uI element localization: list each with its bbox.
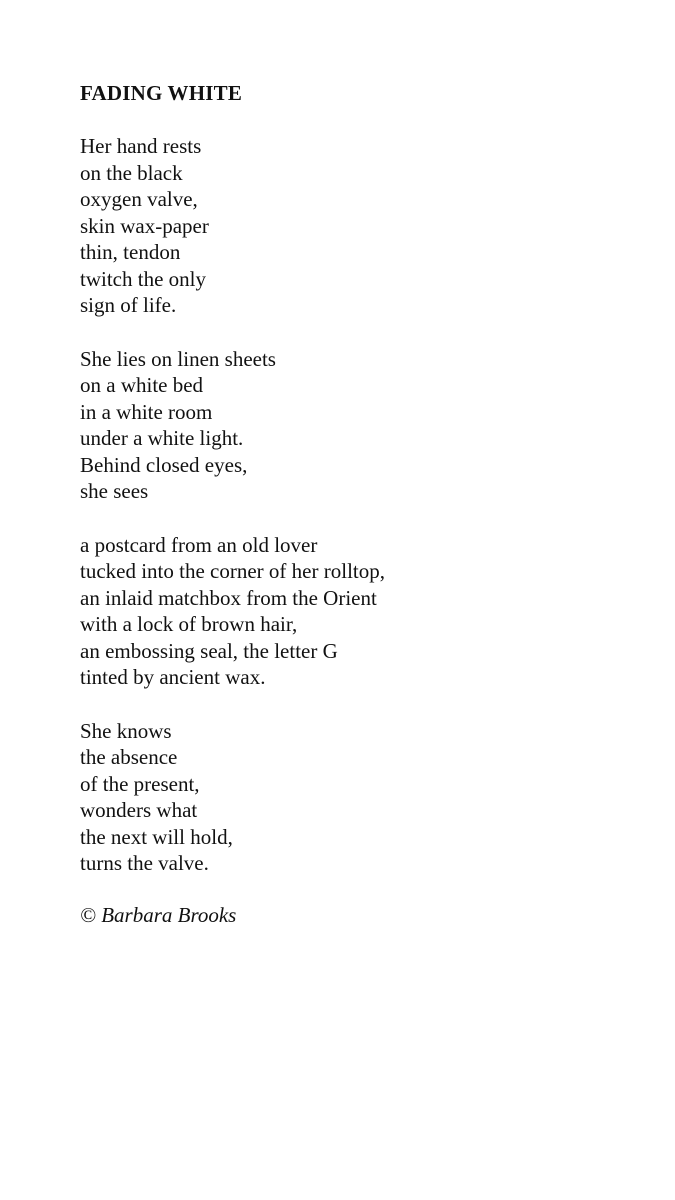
poem-line: She lies on linen sheets (80, 346, 276, 371)
poem-line: a postcard from an old lover (80, 532, 318, 557)
poem-line: skin wax-paper (80, 213, 209, 238)
poem-line: the absence (80, 745, 178, 769)
poem-line: sign of life. (80, 293, 177, 317)
poem-line: under a white light. (80, 426, 244, 450)
poem-line: on a white bed (80, 373, 204, 397)
poem-line: tinted by ancient wax. (80, 665, 266, 689)
poem-line: the next will hold, (80, 824, 233, 849)
poem-line: of the present, (80, 771, 200, 796)
poem-line: Her hand rests (80, 134, 202, 158)
poem-line: twitch the only (80, 266, 206, 291)
poem-line: she sees (80, 479, 149, 503)
poem-line: an embossing seal, the letter G (80, 638, 338, 663)
poem-line: thin, tendon (80, 240, 181, 264)
poem-page (80, 80, 640, 928)
poem-line: in a white room (80, 399, 213, 424)
poem-line: tucked into the corner of her rolltop, (80, 559, 385, 583)
poem-line: on the black (80, 160, 183, 185)
stanza-1 (80, 133, 640, 319)
poem-line: Behind closed eyes, (80, 452, 248, 477)
stanza-3 (80, 532, 640, 691)
stanza-2 (80, 346, 640, 505)
poem-line: with a lock of brown hair, (80, 612, 298, 636)
poem-line: She knows (80, 718, 172, 743)
poem-line: oxygen valve, (80, 187, 198, 211)
stanza-4 (80, 718, 640, 877)
poem-title: FADING WHITE (80, 81, 243, 105)
author-copyright: © Barbara Brooks (80, 902, 237, 927)
poem-line: an inlaid matchbox from the Orient (80, 585, 377, 610)
poem-line: wonders what (80, 798, 198, 822)
poem-line: turns the valve. (80, 851, 209, 875)
